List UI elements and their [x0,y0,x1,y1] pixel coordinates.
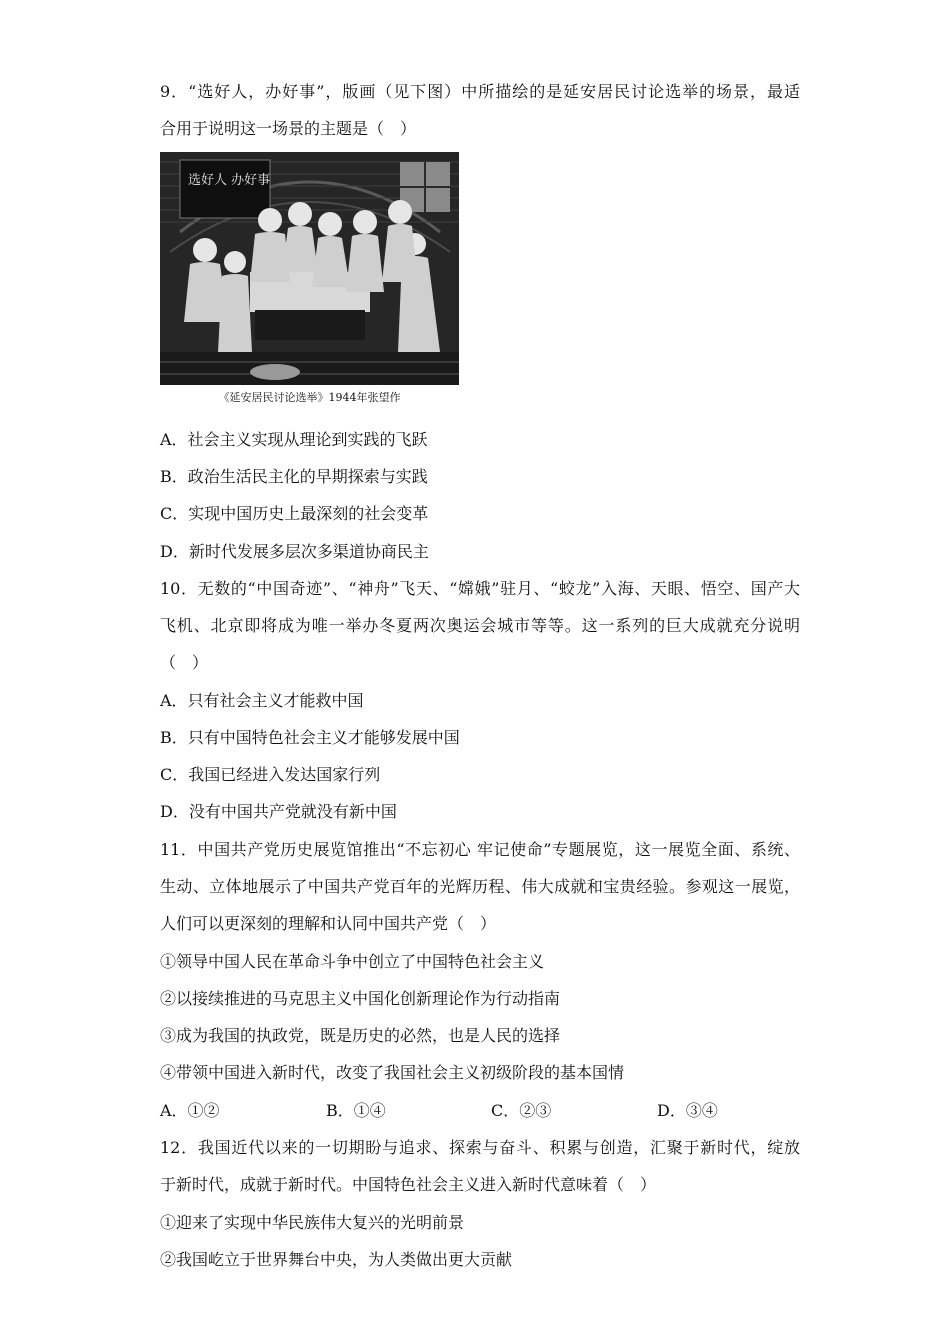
q11-option-d: D．③④ [657,1101,718,1120]
q11-option-c: C．②③ [491,1101,552,1120]
q11-item-2: ②以接续推进的马克思主义中国化创新理论作为行动指南 [160,989,561,1008]
woodcut-illustration [160,152,459,385]
q12-stem-line-2: 于新时代，成就于新时代。中国特色社会主义进入新时代意味着（ ） [160,1175,657,1194]
q11-item-3: ③成为我国的执政党，既是历史的必然，也是人民的选择 [160,1026,561,1045]
q9-stem-line-1: 9．“选好人，办好事”，版画（见下图）中所描绘的是延安居民讨论选举的场景，最适 [160,82,800,101]
q12-item-1: ①迎来了实现中华民族伟大复兴的光明前景 [160,1213,465,1232]
q9-stem-line-2: 合用于说明这一场景的主题是（ ） [160,119,417,138]
q11-stem-line-3: 人们可以更深刻的理解和认同中国共产党（ ） [160,914,497,933]
q9-option-b: B．政治生活民主化的早期探索与实践 [160,467,428,486]
q11-item-1: ①领导中国人民在革命斗争中创立了中国特色社会主义 [160,952,545,971]
woodcut-image [160,152,459,385]
q10-stem-line-1: 10．无数的“中国奇迹”、“神舟”飞天、“嫦娥”驻月、“蛟龙”入海、天眼、悟空、国产大 [160,579,800,598]
board-text: 选好人 办好事 [188,173,271,188]
q10-stem-line-2: 飞机、北京即将成为唯一举办冬夏两次奥运会城市等等。这一系列的巨大成就充分说明 [160,616,800,635]
q11-options-row [160,1101,800,1121]
q10-option-c: C．我国已经进入发达国家行列 [160,765,381,784]
q12-item-2: ②我国屹立于世界舞台中央，为人类做出更大贡献 [160,1250,513,1269]
q9-option-a: A．社会主义实现从理论到实践的飞跃 [160,430,428,449]
q10-option-a: A．只有社会主义才能救中国 [160,691,364,710]
q9-option-c: C．实现中国历史上最深刻的社会变革 [160,504,429,523]
q10-option-d: D．没有中国共产党就没有新中国 [160,802,397,821]
q11-stem-line-2: 生动、立体地展示了中国共产党百年的光辉历程、伟大成就和宝贵经验。参观这一展览， [160,877,800,896]
q12-stem-line-1: 12．我国近代以来的一切期盼与追求、探索与奋斗、积累与创造，汇聚于新时代，绽放 [160,1138,800,1157]
q10-option-b: B．只有中国特色社会主义才能够发展中国 [160,728,460,747]
q11-option-a: A．①② [160,1101,220,1120]
q11-option-b: B．①④ [326,1101,386,1120]
figure-caption: 《延安居民讨论选举》1944年张望作 [218,391,401,404]
q10-stem-line-3: （ ） [160,653,209,672]
q9-option-d: D．新时代发展多层次多渠道协商民主 [160,542,429,561]
q11-stem-line-1: 11．中国共产党历史展览馆推出“不忘初心 牢记使命”专题展览，这一展览全面、系统、 [160,840,800,859]
q11-item-4: ④带领中国进入新时代，改变了我国社会主义初级阶段的基本国情 [160,1063,625,1082]
